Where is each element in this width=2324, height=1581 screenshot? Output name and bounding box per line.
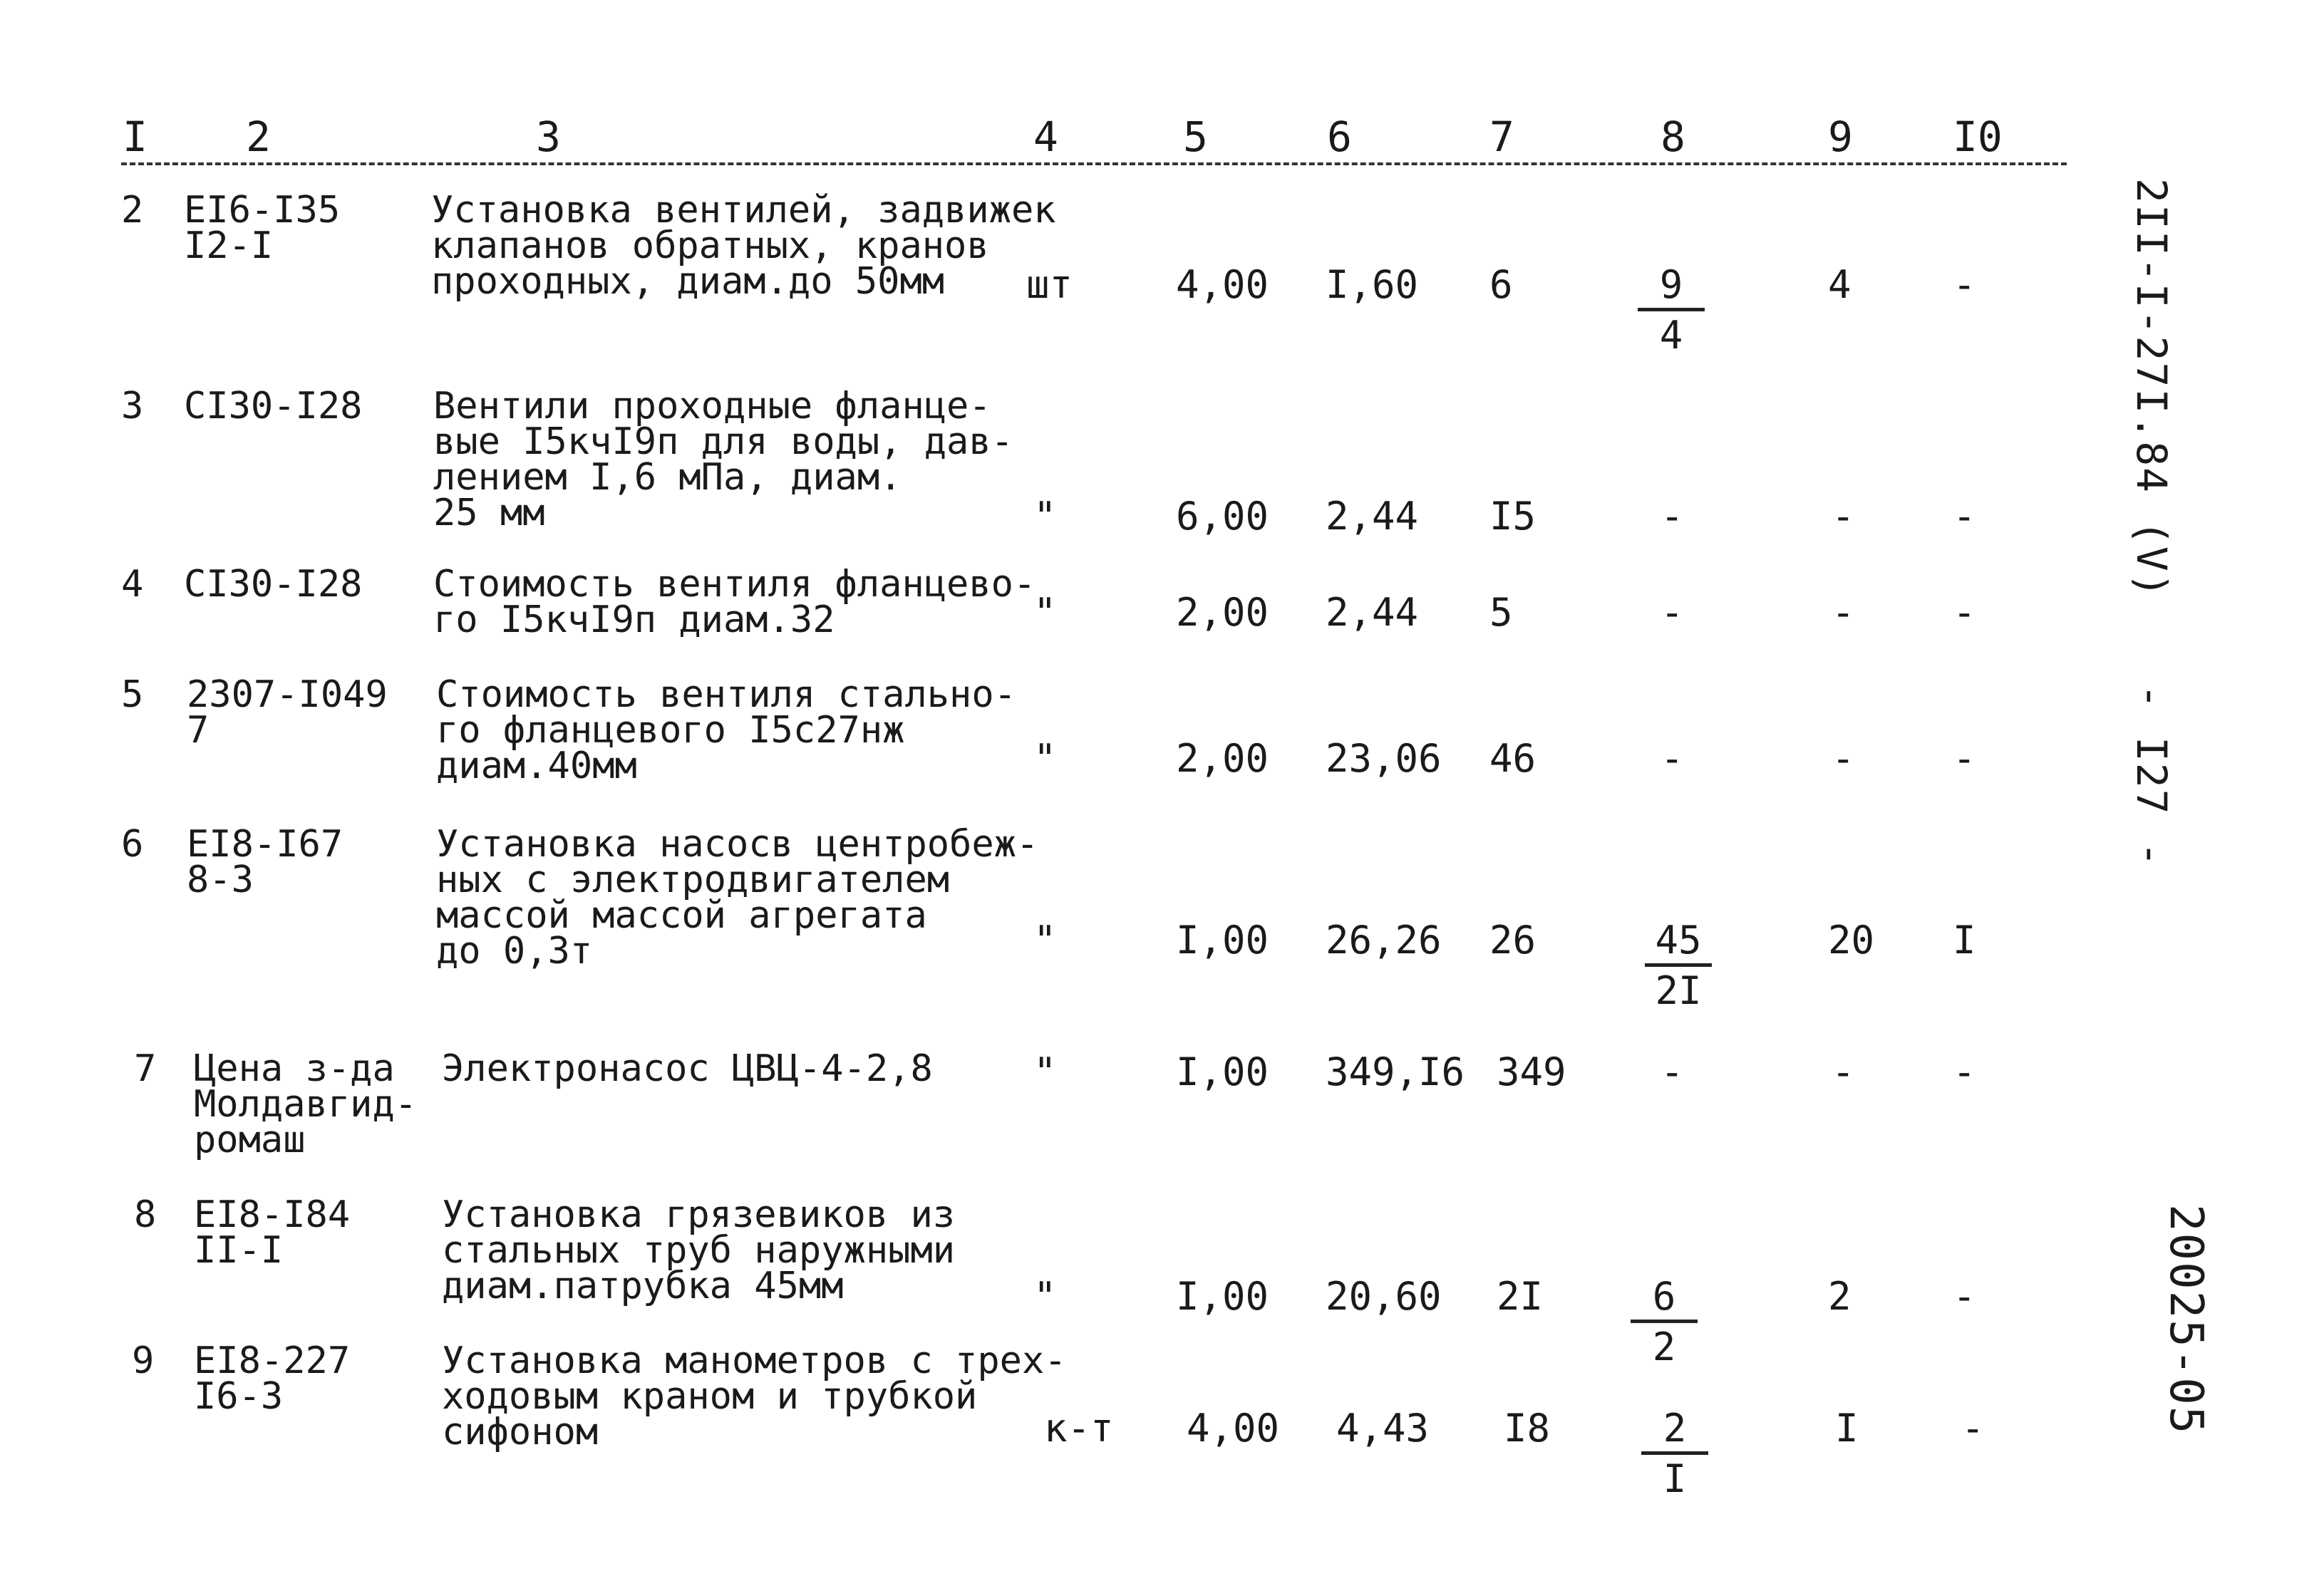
row-unit: " bbox=[1033, 736, 1057, 781]
row-quantity: I,00 bbox=[1176, 1274, 1269, 1319]
header-col-5: 5 bbox=[1183, 113, 1208, 161]
row-col10: - bbox=[1953, 1274, 1976, 1319]
fraction-denominator: 4 bbox=[1659, 313, 1683, 358]
row-col10: - bbox=[1953, 736, 1976, 781]
row-col8-fraction bbox=[1628, 1407, 1721, 1500]
row-number: 5 bbox=[121, 673, 144, 716]
row-col9: - bbox=[1832, 1049, 1855, 1094]
row-col8: - bbox=[1661, 590, 1684, 635]
document-number: 20025-05 bbox=[2159, 1204, 2212, 1436]
header-col-3: 3 bbox=[536, 113, 561, 161]
row-col9: 4 bbox=[1828, 262, 1852, 307]
row-total: 26 bbox=[1489, 918, 1537, 963]
row-code: EI8-227 I6-3 bbox=[194, 1339, 351, 1418]
row-description: Установка манометров с трех- ходовым краном и трубкой сифоном bbox=[442, 1339, 1067, 1453]
row-number: 3 bbox=[121, 385, 144, 427]
row-col8: - bbox=[1661, 494, 1684, 539]
row-unit: " bbox=[1033, 1274, 1057, 1319]
row-col8-fraction bbox=[1632, 919, 1725, 1012]
row-code: EI8-I67 8-3 bbox=[187, 823, 344, 901]
row-quantity: 4,00 bbox=[1187, 1406, 1280, 1451]
fraction-numerator: 6 bbox=[1652, 1274, 1676, 1319]
row-number: 8 bbox=[134, 1193, 157, 1236]
row-col9: 2 bbox=[1828, 1274, 1852, 1319]
fraction-bar bbox=[1638, 308, 1705, 311]
row-description: Вентили проходные фланце- вые I5кчI9п для воды, дав- лением I,6 мПа, диам. 25 мм bbox=[433, 385, 1013, 534]
fraction-numerator: 45 bbox=[1655, 918, 1702, 963]
fraction-numerator: 9 bbox=[1659, 262, 1683, 307]
row-number: 6 bbox=[121, 823, 144, 866]
row-unit: к-т bbox=[1044, 1406, 1114, 1451]
row-number: 7 bbox=[134, 1047, 157, 1090]
row-quantity: 4,00 bbox=[1176, 262, 1269, 307]
row-code: CI30-I28 bbox=[184, 385, 363, 427]
row-code: CI30-I28 bbox=[184, 563, 363, 606]
row-unit: " bbox=[1033, 590, 1057, 635]
document-code: 2II-I-27I.84 (V) bbox=[2127, 178, 2176, 599]
row-quantity: I,00 bbox=[1176, 1049, 1269, 1094]
row-description: Электронасос ЦВЦ-4-2,8 bbox=[442, 1047, 933, 1090]
fraction-bar bbox=[1631, 1320, 1698, 1323]
row-description: Установка грязевиков из стальных труб наружными диам.патрубка 45мм bbox=[442, 1193, 956, 1307]
row-number: 4 bbox=[121, 563, 144, 606]
row-price: 20,60 bbox=[1326, 1274, 1442, 1319]
row-total: 5 bbox=[1489, 590, 1513, 635]
row-total: 349 bbox=[1497, 1049, 1566, 1094]
fraction-numerator: 2 bbox=[1663, 1406, 1687, 1451]
row-price: 23,06 bbox=[1326, 736, 1442, 781]
row-col8-fraction bbox=[1618, 1275, 1710, 1369]
row-col9: 20 bbox=[1828, 918, 1875, 963]
header-col-6: 6 bbox=[1327, 113, 1352, 161]
row-total: 2I bbox=[1497, 1274, 1544, 1319]
row-total: 46 bbox=[1489, 736, 1537, 781]
row-number: 2 bbox=[121, 189, 144, 232]
row-col10: - bbox=[1953, 262, 1976, 307]
row-code: Цена з-да Молдавгид- ромаш bbox=[194, 1047, 418, 1161]
row-unit: " bbox=[1033, 918, 1057, 963]
header-rule bbox=[121, 162, 2067, 165]
header-col-2: 2 bbox=[246, 113, 271, 161]
row-total: I8 bbox=[1504, 1406, 1551, 1451]
header-col-9: 9 bbox=[1828, 113, 1853, 161]
row-description: Установка вентилей, задвижек клапанов обратных, кранов проходных, диам.до 50мм bbox=[431, 189, 1056, 303]
row-price: I,60 bbox=[1326, 262, 1419, 307]
fraction-denominator: 2I bbox=[1655, 968, 1702, 1013]
row-col10: - bbox=[1953, 590, 1976, 635]
row-price: 2,44 bbox=[1326, 494, 1419, 539]
row-price: 26,26 bbox=[1326, 918, 1442, 963]
header-col-8: 8 bbox=[1661, 113, 1685, 161]
header-col-1: I bbox=[123, 113, 148, 161]
header-col-7: 7 bbox=[1489, 113, 1514, 161]
page-number: - I27 - bbox=[2127, 684, 2176, 869]
row-col9: I bbox=[1835, 1406, 1859, 1451]
row-col10: I bbox=[1953, 918, 1976, 963]
row-description: Стоимость вентиля фланцево- го I5кчI9п диам.32 bbox=[433, 563, 1036, 641]
row-quantity: 2,00 bbox=[1176, 736, 1269, 781]
row-code: 2307-I049 7 bbox=[187, 673, 388, 752]
row-unit: шт bbox=[1026, 262, 1073, 307]
row-col8: - bbox=[1661, 1049, 1684, 1094]
row-col8: - bbox=[1661, 736, 1684, 781]
row-quantity: 6,00 bbox=[1176, 494, 1269, 539]
row-quantity: I,00 bbox=[1176, 918, 1269, 963]
row-description: Установка насосв центробеж- ных с электродвигателем массой массой агрегата до 0,3т bbox=[436, 823, 1039, 973]
row-col9: - bbox=[1832, 736, 1855, 781]
fraction-denominator: I bbox=[1663, 1456, 1687, 1501]
row-col10: - bbox=[1961, 1406, 1985, 1451]
row-unit: " bbox=[1033, 1049, 1057, 1094]
fraction-bar bbox=[1645, 963, 1712, 967]
row-number: 9 bbox=[132, 1339, 155, 1382]
fraction-bar bbox=[1641, 1451, 1708, 1455]
header-col-10: I0 bbox=[1953, 113, 2003, 161]
row-price: 2,44 bbox=[1326, 590, 1419, 635]
row-col9: - bbox=[1832, 590, 1855, 635]
row-unit: " bbox=[1033, 494, 1057, 539]
row-price: 349,I6 bbox=[1326, 1049, 1465, 1094]
row-col8-fraction bbox=[1625, 264, 1718, 357]
row-col10: - bbox=[1953, 494, 1976, 539]
fraction-denominator: 2 bbox=[1652, 1325, 1676, 1369]
row-total: 6 bbox=[1489, 262, 1513, 307]
row-price: 4,43 bbox=[1336, 1406, 1430, 1451]
row-code: EI8-I84 II-I bbox=[194, 1193, 351, 1272]
row-description: Стоимость вентиля стально- го фланцевого I5c27нж диам.40мм bbox=[436, 673, 1016, 787]
row-col9: - bbox=[1832, 494, 1855, 539]
row-code: EI6-I35 I2-I bbox=[184, 189, 341, 267]
row-col10: - bbox=[1953, 1049, 1976, 1094]
row-total: I5 bbox=[1489, 494, 1537, 539]
header-col-4: 4 bbox=[1033, 113, 1058, 161]
row-quantity: 2,00 bbox=[1176, 590, 1269, 635]
